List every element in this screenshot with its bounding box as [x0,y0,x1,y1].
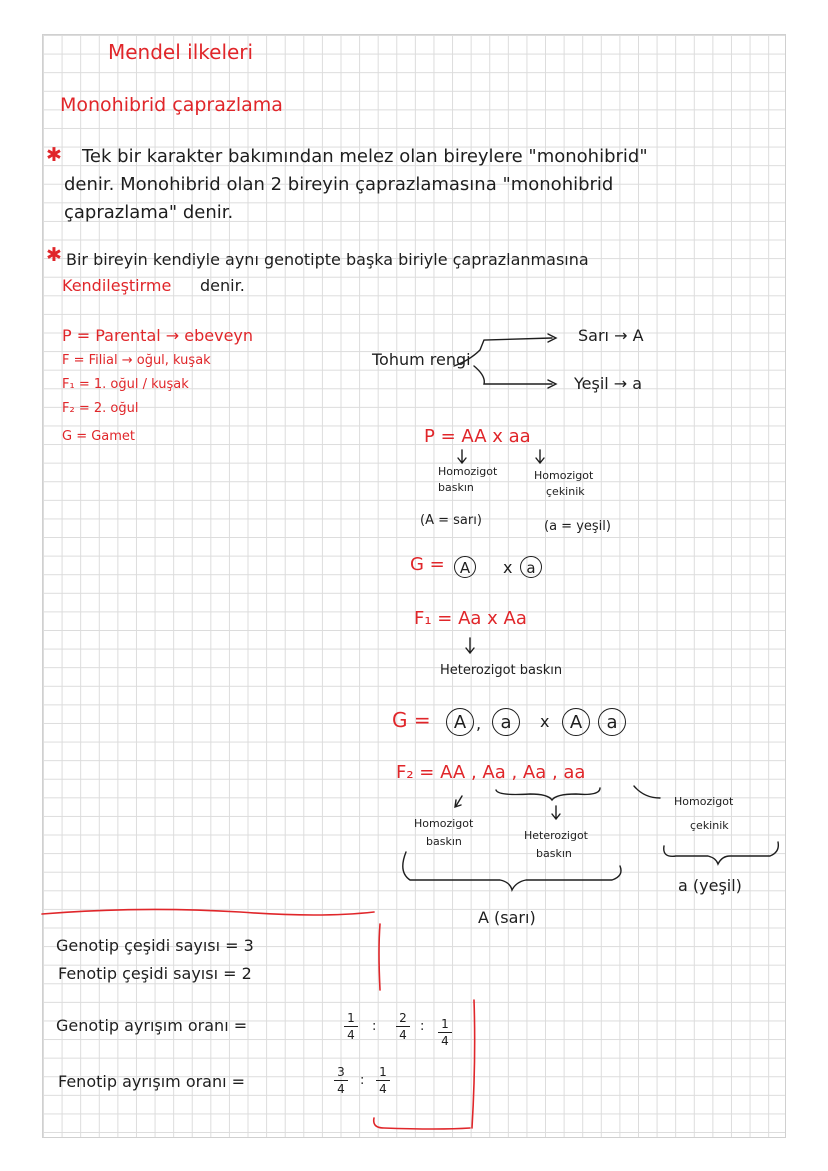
f2-homozygous-recessive2: çekinik [690,819,729,832]
gamete2-cross: x [540,712,550,731]
down-arrow-icon [455,796,462,807]
legend-f2: F₂ = 2. oğul [62,401,139,416]
down-arrow-icon [536,450,544,463]
p-cross: P = AA x aa [424,426,531,447]
gamete2-label: G = [392,708,431,732]
gamete-a-lower-3: a [598,708,626,736]
ratio-separator: : [420,1019,425,1034]
phenotype-ratio-label: Fenotip ayrışım oranı = [58,1072,246,1091]
hetero-brace [496,788,600,800]
green-brace [664,842,779,864]
para2-line1: Bir bireyin kendiyle aynı genotipte başka biriyle çaprazlanmasına [66,250,589,269]
legend-parental: P = Parental → ebeveyn [62,326,254,345]
gamete-a-lower-1: a [520,556,542,578]
seed-branch-up [454,338,552,366]
gamete1-cross: x [503,558,513,577]
heterozygous-dominant-label: Heterozigot baskın [440,663,563,678]
genotype-ratio-label: Genotip ayrışım oranı = [56,1016,248,1035]
seed-green: Yeşil → a [574,374,643,393]
summary-divider [379,924,380,990]
ratio-box [374,1000,475,1129]
genotype-fraction-2: 2 4 [396,1012,410,1041]
genotype-count: Genotip çeşidi sayısı = 3 [56,936,254,955]
homozygous-dominant-label2: baskın [438,481,474,494]
green-phenotype: a (yeşil) [678,876,742,895]
homozygous-recessive-label2: çekinik [546,485,585,498]
ratio-separator: : [372,1019,377,1034]
homozygous-recessive-label: Homozigot [534,469,594,482]
f2-homozygous-dominant2: baskın [426,835,462,848]
para2-rest: denir. [200,276,245,295]
gamete-a-upper-2: A [446,708,474,736]
phenotype-fraction-2: 1 4 [376,1066,390,1095]
bullet-star-icon: ✱ [46,244,62,266]
yellow-phenotype: A (sarı) [478,908,536,927]
seed-color-label: Tohum rengi [372,350,471,369]
summary-top-line [42,909,374,915]
gamete-a-upper-1: A [454,556,476,578]
down-arrow-icon [552,806,560,819]
phenotype-count: Fenotip çeşidi sayısı = 2 [58,964,252,983]
legend-gamet: G = Gamet [62,429,136,444]
gamete-a-lower-2: a [492,708,520,736]
ratio-separator: : [360,1073,365,1088]
yellow-brace [403,852,621,890]
page-title: Mendel ilkeleri [108,40,254,64]
legend-f1: F₁ = 1. oğul / kuşak [62,377,189,392]
f2-heterozygous: Heterozigot [524,829,588,842]
section-title: Monohibrid çaprazlama [60,94,283,116]
para1-line3: çaprazlama" denir. [64,202,234,223]
f2-genotypes: F₂ = AA , Aa , Aa , aa [396,762,586,783]
recessive-arrow [634,786,660,798]
para1-line2: denir. Monohibrid olan 2 bireyin çaprazlamasına "monohibrid [64,174,614,195]
down-arrow-icon [466,638,474,653]
para2-term: Kendileştirme [62,276,172,295]
f2-homozygous-dominant: Homozigot [414,817,474,830]
gamete1-label: G = [410,554,445,575]
seed-yellow: Sarı → A [578,326,644,345]
seed-branch-down [474,366,552,384]
genotype-fraction-3: 1 4 [438,1018,452,1047]
f1-cross: F₁ = Aa x Aa [414,608,527,629]
down-arrow-icon [458,450,466,463]
para1-line1: Tek bir karakter bakımından melez olan bireylere "monohibrid" [82,146,648,167]
homozygous-dominant-label: Homozigot [438,465,498,478]
homozygous-recessive-note: (a = yeşil) [544,519,611,534]
legend-filial: F = Filial → oğul, kuşak [62,353,211,368]
gamete-a-upper-3: A [562,708,590,736]
bullet-star-icon: ✱ [46,144,62,166]
homozygous-dominant-note: (A = sarı) [420,513,482,528]
f2-homozygous-recessive: Homozigot [674,795,734,808]
gamete2-separator: , [476,714,482,733]
genotype-fraction-1: 1 4 [344,1012,358,1041]
f2-heterozygous2: baskın [536,847,572,860]
phenotype-fraction-1: 3 4 [334,1066,348,1095]
